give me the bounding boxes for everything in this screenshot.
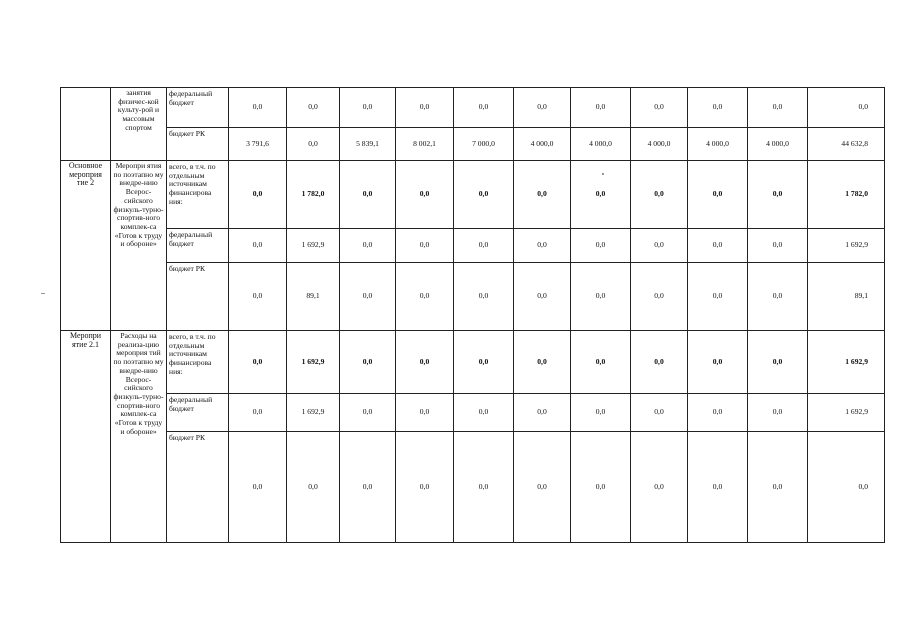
value-cell: 0,0 [229,263,287,331]
value-cell: 8 002,1 [396,128,454,161]
value-cell: 0,0 [688,161,748,229]
value-cell: 0,0 [396,263,454,331]
value-cell: 0,0 [571,331,631,394]
value-cell: 0,0 [229,88,287,128]
value-cell: 0,0 [340,229,396,263]
value-cell: 1 692,9 [287,331,340,394]
budget-table [60,87,885,543]
value-cell: 0,0 [396,161,454,229]
value-cell: 0,0 [396,394,454,432]
funding-source-cell: всего, в т.ч. по отдельным источникам финансирова ния: [167,331,229,394]
value-cell: 0,0 [396,88,454,128]
value-cell: 0,0 [454,263,514,331]
value-cell: 0,0 [514,161,571,229]
event-name-cell: Меропри ятия по поэтапно му внедре-нию Всерос-сийского физкуль-турно-спортив-ного комплек-са «Готов к труду и обороне» [111,161,167,331]
value-cell: 0,0 [396,331,454,394]
funding-source-cell: бюджет РК [167,263,229,331]
event-code-cell: Меропри ятие 2.1 [61,331,111,543]
value-cell: 0,0 [631,263,688,331]
value-cell: 89,1 [287,263,340,331]
total-value-cell: 1 692,9 [808,331,885,394]
value-cell: 0,0 [340,432,396,543]
event-name-cell: занятия физичес-кой культу-рой и массовым спортом [111,88,167,161]
funding-source-cell: бюджет РК [167,432,229,543]
value-cell: 0,0 [454,161,514,229]
table-row [61,263,885,331]
value-cell: 0,0 [748,263,808,331]
value-cell: 0,0 [340,263,396,331]
table-row [61,88,885,128]
total-value-cell: 1 782,0 [808,161,885,229]
scan-mark [41,293,45,294]
funding-source-cell: всего, в т.ч. по отдельным источникам финансирова ния: [167,161,229,229]
value-cell: 0,0 [454,432,514,543]
value-cell: 0,0 [340,331,396,394]
value-cell: 0,0 [229,331,287,394]
value-cell: 0,0 [631,229,688,263]
funding-source-cell: федеральный бюджет [167,394,229,432]
value-cell: 0,0 [229,432,287,543]
value-cell: 4 000,0 [688,128,748,161]
value-cell: 0,0 [229,161,287,229]
value-cell: 0,0 [748,432,808,543]
value-cell: 0,0 [454,331,514,394]
value-cell: 3 791,6 [229,128,287,161]
value-cell: 0,0 [340,88,396,128]
table-row [61,432,885,543]
funding-source-cell: федеральный бюджет [167,229,229,263]
value-cell: 0,0 [631,161,688,229]
value-cell: 0,0 [748,229,808,263]
value-cell: 0,0 [396,229,454,263]
value-cell: 0,0 [229,394,287,432]
event-code-cell [61,88,111,161]
value-cell: 0,0 [454,88,514,128]
value-cell: 0,0 [631,432,688,543]
total-value-cell: 1 692,9 [808,394,885,432]
value-cell: 1 692,9 [287,394,340,432]
value-cell: 0,0 [287,432,340,543]
value-cell: 0,0 [631,331,688,394]
value-cell: 5 839,1 [340,128,396,161]
table-row [61,331,885,394]
value-cell: 0,0 [514,331,571,394]
value-cell: 0,0 [287,128,340,161]
value-cell: 0,0 [688,394,748,432]
table-row [61,128,885,161]
total-value-cell: 0,0 [808,88,885,128]
value-cell: 0,0 [748,161,808,229]
value-cell: 0,0 [571,263,631,331]
value-cell: 0,0 [688,88,748,128]
value-cell: 0,0 [396,432,454,543]
value-cell: 0,0 [748,394,808,432]
value-cell: 0,0 [571,161,631,229]
table-row [61,229,885,263]
total-value-cell: 89,1 [808,263,885,331]
funding-source-cell: федеральный бюджет [167,88,229,128]
total-value-cell: 1 692,9 [808,229,885,263]
value-cell: 4 000,0 [631,128,688,161]
value-cell: 0,0 [688,229,748,263]
total-value-cell: 44 632,8 [808,128,885,161]
value-cell: 0,0 [514,229,571,263]
table-row [61,394,885,432]
value-cell: 0,0 [514,263,571,331]
total-value-cell: 0,0 [808,432,885,543]
table-row [61,161,885,229]
value-cell: 0,0 [571,432,631,543]
value-cell: 0,0 [571,229,631,263]
value-cell: 0,0 [688,331,748,394]
value-cell: 0,0 [514,88,571,128]
value-cell: 0,0 [454,394,514,432]
value-cell: 0,0 [688,263,748,331]
value-cell: 0,0 [514,394,571,432]
value-cell: 0,0 [631,88,688,128]
value-cell: 0,0 [287,88,340,128]
value-cell: 0,0 [514,432,571,543]
value-cell: 0,0 [748,331,808,394]
value-cell: 4 000,0 [571,128,631,161]
value-cell: 0,0 [571,88,631,128]
value-cell: 0,0 [748,88,808,128]
value-cell: 1 782,0 [287,161,340,229]
value-cell: 1 692,9 [287,229,340,263]
value-cell: 0,0 [340,161,396,229]
value-cell: 0,0 [454,229,514,263]
value-cell: 0,0 [571,394,631,432]
value-cell: 0,0 [688,432,748,543]
value-cell: 4 000,0 [514,128,571,161]
event-name-cell: Расходы на реализа-цию мероприя тий по поэтапно му внедре-нию Всерос-сийского физкуль-турно-спортив-ного комплек-са «Готов к труду и обороне» [111,331,167,543]
funding-source-cell: бюджет РК [167,128,229,161]
event-code-cell: Основное мероприя тие 2 [61,161,111,331]
value-cell: 7 000,0 [454,128,514,161]
value-cell: 0,0 [229,229,287,263]
value-cell: 0,0 [631,394,688,432]
value-cell: 0,0 [340,394,396,432]
value-cell: 4 000,0 [748,128,808,161]
